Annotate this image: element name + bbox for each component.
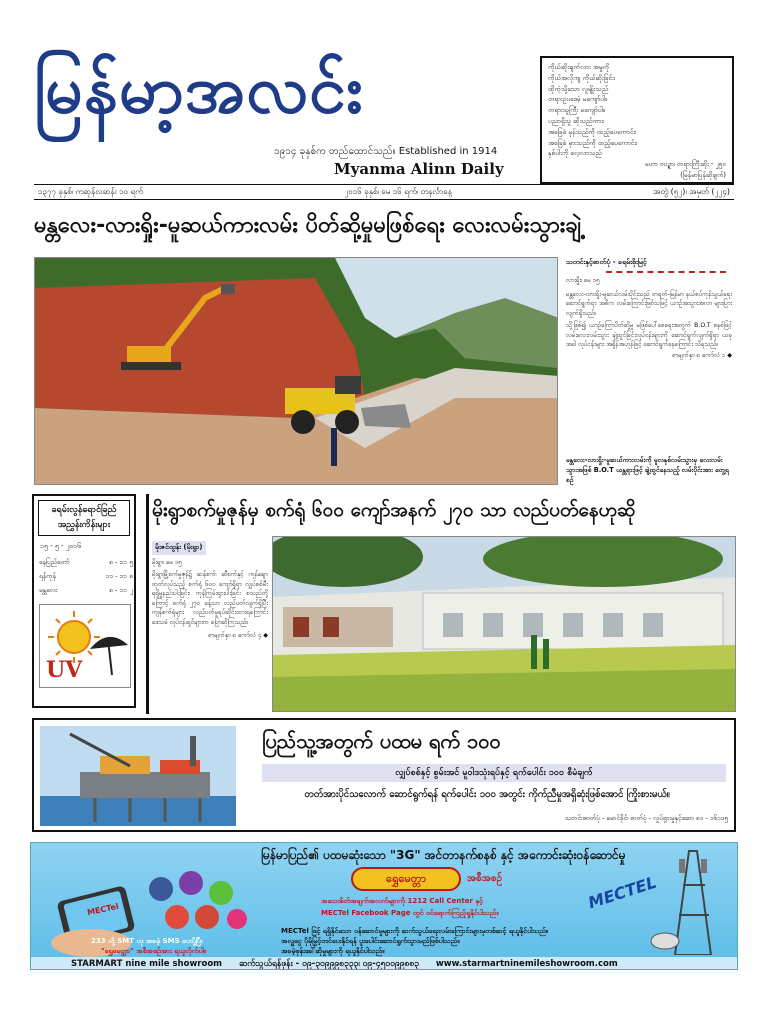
mectel-advertisement[interactable] <box>30 842 738 970</box>
uv-value: ၈ - ၁၁ <box>109 558 127 566</box>
photo-caption: မန္တလေး-လားရှိုး-မူဆယ်ကားလမ်းကို မူလနှစ်လမ်းသွားမှ လေးလမ်းသွားအဖြစ် B.O.T ယန္တရားဖြင့် ချဲ့ထွင်နေသည့် လမ်းပိုင်းအား တွေ့ရစဉ် <box>566 456 729 484</box>
ad-info-line: MECTel Facebook Page တွင် ဝင်ရောက်ကြည့်ရှုနိုင်ပါသည်။ <box>321 909 499 917</box>
motto-signature: မဟာ ဗပဉ္စာ၊ တရားကြီးဆိုး - ၂၅၀ <box>644 160 726 169</box>
offshore-platform-photo <box>40 726 236 826</box>
shwe-myitta-badge: ရွှေမေတ္တာ <box>351 867 461 891</box>
energy-byline: သတင်း၊ဓာတ်ပုံ - မောင်ခိုင်၊ ဓာတ်ပုံ - လှုပ်ရှားမှုနှင့်ဆော ၈၁ - ၁၆၁၁၅ <box>564 814 728 822</box>
motto-line: ကိုယ်အလိုကျ ကိုယ်ဆိုးခြင်း၊ <box>548 73 615 82</box>
mectel-logo: MECTEL <box>585 872 659 913</box>
motto-line: ထိုကဲ့သို့သော လူမျိုးသည် <box>548 84 609 93</box>
social-icons <box>149 871 247 929</box>
section-rule <box>146 494 149 714</box>
uv-date: ၁၅ - ၅ - ၂၀၁၆ <box>40 542 82 550</box>
uv-index-box <box>32 494 136 708</box>
uv-label: UV <box>46 657 83 683</box>
ad-info-line: အခမဲ့ဖုန်းခေါ်ဆိုမှုများကို ရယူနိုင်ပါသည်။ <box>281 947 385 955</box>
article-paragraph: မန္တလေး-လားရှိုး-မူဆယ်လမ်းပိုင်းသည် တရုတ်-မြန်မာ နယ်စပ်ကုန်သွယ်ရေး ဆောင်ရွက်ရာ အဓိက လမ်းကြောင်းဖြစ်သဖြင့် ယာဉ်အသွားအလာ များပြားလျက်ရှိသည်။ <box>566 291 732 317</box>
sms-instruction-2: "ရွှေမေတ္တာ" အစီအစဉ်အား ရယူလိုက်ပါ။ <box>101 947 206 955</box>
table-row <box>39 584 133 598</box>
article-byline: သတင်းနှင့်ဓာတ်ပုံ - ခရမ်းစိုးမြင့် <box>566 258 647 266</box>
lead-article <box>566 258 732 448</box>
ad-footer <box>31 957 738 970</box>
second-headline: မိုးရွာစက်မှုဇုန်မှ စက်ရုံ ၆၀၀ ကျော်အနက် ၂၇၀ သာ လည်ပတ်နေဟုဆို <box>152 499 636 521</box>
energy-policy-bar: လျှပ်စစ်နှင့် စွမ်းအင် မူဝါဒသုံးရပ်နှင့် ရက်ပေါင်း ၁၀၀ စီမံချက် <box>262 764 726 782</box>
dashed-divider <box>606 271 726 273</box>
store-url[interactable]: www.starmartninemileshowroom.com <box>435 959 618 969</box>
article-dateline: လားရှိုး၊ မေ ၁၅ <box>566 277 600 284</box>
first-100-days-headline: ပြည်သူ့အတွက် ပထမ ရက် ၁၀၀ <box>262 729 501 753</box>
sun-icon <box>48 611 100 663</box>
city-name: ရန်ကုန် <box>39 572 56 580</box>
cell-tower-icon <box>649 845 738 955</box>
english-name: Myanma Alinn Daily <box>334 160 504 178</box>
program-label: အစီအစဉ် <box>467 873 503 884</box>
table-row <box>39 556 133 570</box>
energy-subheadline: တတ်အားပိုင်သလောက် ဆောင်ရွက်ရန် ရက်ပေါင်း ၁၀၀ အတွင်း ကိုက်ညီမှုအရှိဆုံးဖြစ်အောင် ကြိုးစားမယ်။ <box>304 789 670 800</box>
store-name: STARMART nine mile showroom <box>71 959 223 969</box>
umbrella-icon <box>90 637 128 675</box>
motto-line: နှစ်ပါးကို လေ့လာသည် <box>548 149 602 158</box>
uv-box-title: ခရမ်းလွန်ရောင်ခြည် အညွှန်းကိန်းများ <box>38 500 130 536</box>
motto-line: တရားသူကြီး မကျော်ပါ။ <box>548 106 605 115</box>
motto-line: တရားဥပဒေမဲ့ မကျော်ပါ။ <box>548 95 608 104</box>
uv-level: ၂ <box>129 586 133 594</box>
uv-value: ၁၁ - ၁၁ <box>105 572 127 580</box>
article-paragraph: သို့ဖြစ်၍ ယာဉ်ကြောပိတ်ဆို့မှု မဖြစ်ပေါ်စေရေးအတွက် B.O.T စနစ်ဖြင့် လမ်းလေးလမ်းသွား ချဲ့ထွင်ခြင်းလုပ်ငန်းများကို ဆောင်ရွက်လျက်ရှိရာ ယခုအခါ လုပ်ငန်းများ အရှိန်အဟုန်ဖြင့် ဆောင်ရွက်နေကြောင်း သိရသည်။ <box>566 322 732 349</box>
city-name: နေပြည်တော် <box>39 558 70 566</box>
road-construction-photo <box>34 257 558 485</box>
issue-number: အတွဲ (၅၂)၊ အမှတ် (၂၂၄) <box>652 187 730 196</box>
table-row <box>39 570 133 584</box>
uv-illustration <box>39 604 131 688</box>
continued-link[interactable]: စာမျက်နှာ ၈ ကော်လံ ၁ ◆ <box>672 352 732 360</box>
lunar-date: ၁၃၇၇ ခုနှစ်၊ ကဆုန်လဆန်း ၁၀ ရက် <box>38 187 144 196</box>
article-byline: မိုးဇင်ထွန်း (မိုးရွာ) <box>152 541 206 555</box>
ad-headline: မြန်မာပြည်၏ ပထမဆုံးသော "3G" အင်တာနက်စနစ် နှင့် အကောင်းဆုံးဝန်ဆောင်မှု <box>261 848 626 862</box>
gregorian-date: ၂၀၁၆ ခုနှစ်၊ မေ ၁၆ ရက်၊ တနင်္လာနေ့ <box>344 187 452 196</box>
date-bar <box>34 184 734 200</box>
established-line: ၁၉၁၄ ခုနှစ်က တည်ထောင်သည်။ Established in 1914 <box>274 146 498 157</box>
store-phone: ဆက်သွယ်ရန်ဖုန်း - ၀၉-၃၀၉၉၉၈၃၃၃၊ ၀၉-၄၅၀၀၉၉၈၈၃ <box>239 959 419 969</box>
uv-level: ၅ <box>129 558 133 566</box>
newspaper-title: မြန်မာ့အလင်း <box>34 50 364 128</box>
ad-info-line: MECTel ဖြင့် ရရှိနိုင်သော ဝန်ဆောင်မှုများကို ဆက်သွယ်ရေးလမ်းကြောင်းများမှတစ်ဆင့် ရယူနိုင်ပါသည်။ <box>281 927 549 935</box>
motto-line: ပညာရှိသူ ဆိုသည်ကား၊ <box>548 116 605 125</box>
uv-table <box>39 556 133 598</box>
masthead <box>34 40 534 180</box>
ad-info-line: အလှူငွေ ပိုမိုမြှင့်တင်ပေးနိုင်ရန် ပူးပေါင်းဆောင်ရွက်သွားမည်ဖြစ်ပါသည်။ <box>281 937 460 945</box>
motto-signature-note: (မြန်မာပြန်ဆိုချက်) <box>680 170 726 179</box>
motto-box <box>540 56 734 184</box>
continued-link[interactable]: စာမျက်နှာ ၈ ကော်လံ ၄ ◆ <box>208 631 268 639</box>
city-name: မန္တလေး <box>39 586 58 594</box>
ad-info-line: အသေးစိတ်အချက်အလက်များကို 1212 Call Center နှင့် <box>321 897 483 905</box>
industrial-zone-article <box>152 534 268 714</box>
factory-yard-photo <box>272 536 736 712</box>
uv-value: ၈ - ၁၁ <box>109 586 127 594</box>
article-paragraph: မိုးရွာမြို့စက်မှုဇုန်၌ ဆန်စက်၊ ဆီစက်နှင့် ကုန်ချောထုတ်လုပ်သည့် စက်ရုံ ၆၀၀ ကျော်ရှိရာ လျှပ်စစ်မီးရရှိမှုနည်းပါးခြင်း၊ ကုန်ကြမ်းရှားပါးခြင်း စသည်တို့ကြောင့် စက်ရုံ ၂၇၀ ခန့်သာ လည်ပတ်လျက်ရှိပြီး ကျန်စက်ရုံများ လည်ပတ်မှုရပ်ဆိုင်းထားရကြောင်း ဒေသခံ လုပ်ငန်းရှင်များက ပြောဆိုကြသည်။ <box>152 571 268 626</box>
motto-line: အခြေခံ မှားသည်ကို ထည့်ပေကောင်း၊ <box>548 138 638 147</box>
article-dateline: မိုးရွာ၊ မေ ၁၅ <box>152 559 182 566</box>
motto-line: ကိုယ်ဆိုးချက်လား အမူကို <box>548 63 610 71</box>
mectel-small-logo: MECTel <box>86 901 120 918</box>
sms-instruction: 233 သို့ SMT ဟု အခမဲ့ SMS ပေးပို့ပြီး <box>91 937 203 945</box>
first-100-days-box <box>32 718 736 832</box>
lead-headline: မန္တလေး-လားရှိုး-မူဆယ်ကားလမ်း ပိတ်ဆို့မှုမဖြစ်ရေး လေးလမ်းသွားချဲ့ <box>34 213 582 238</box>
uv-level: ၈ <box>129 572 133 580</box>
motto-line: အခြေခံ မှန်သည်ကို ထည့်ပေကောင်း၊ <box>548 127 637 136</box>
